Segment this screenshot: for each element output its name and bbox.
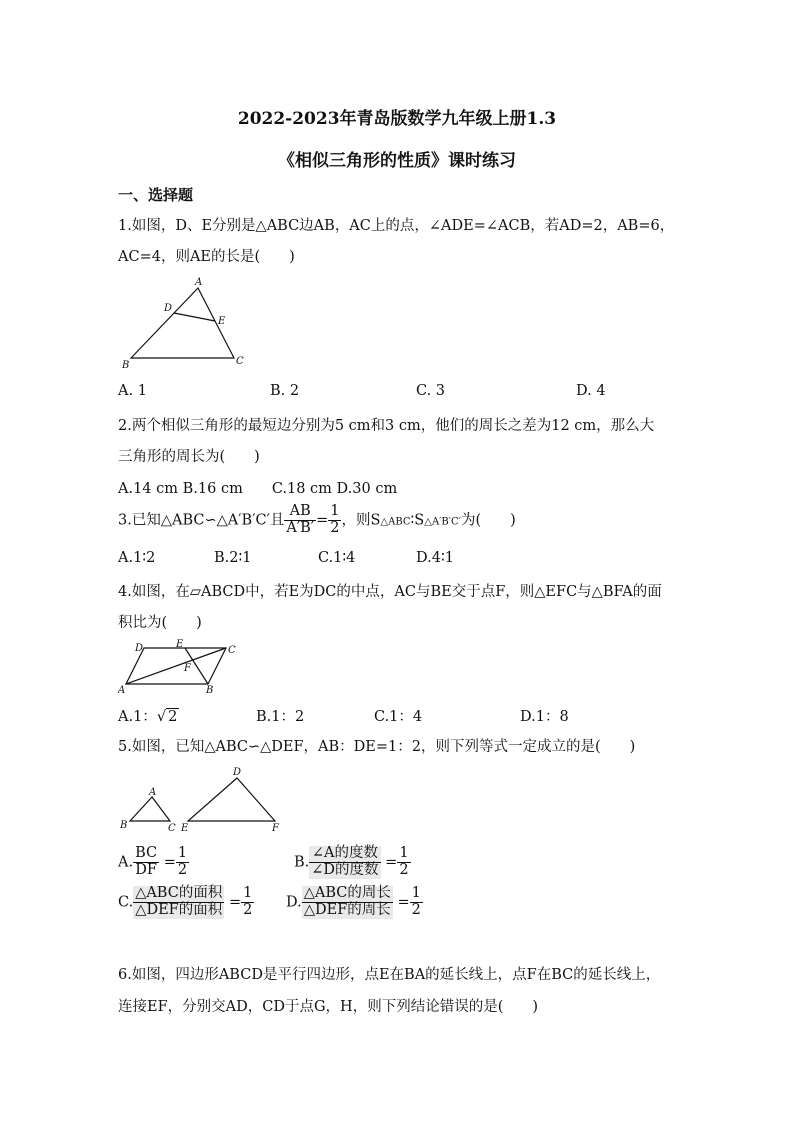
- q2-text-line1: 2.两个相似三角形的最短边分别为5 cm和3 cm，他们的周长之差为12 cm，那么大: [118, 418, 655, 434]
- q3-colon: ∶S: [410, 512, 425, 529]
- q3-suffix: 为( ): [460, 512, 516, 529]
- q5-label-c: C: [168, 823, 176, 834]
- q5-option-a-den: DF: [135, 861, 157, 878]
- q5-label-d: D: [233, 767, 242, 778]
- q5-option-a-rden: 2: [177, 861, 188, 878]
- q5-option-d-rnum: 1: [411, 885, 421, 901]
- q5-option-a-rnum: 1: [177, 845, 188, 861]
- q5-option-d-half: [410, 886, 423, 919]
- q1-text-line1: 1.如图，D、E分别是△ABC边AB，AC上的点，∠ADE=∠ACB，若AD=2，AB=6，: [118, 218, 675, 234]
- q5-option-b-frac: [309, 846, 380, 879]
- q4-text-line1: 4.如图，在▱ABCD中，若E为DC的中点，AC与BE交于点F，则△EFC与△BFA的面: [118, 584, 662, 600]
- q3-mid: ，则S: [341, 512, 381, 529]
- q1-label-e: E: [218, 316, 226, 327]
- q5-option-b: [294, 846, 411, 879]
- document-title: 2022-2023年青岛版数学九年级上册1.3: [237, 109, 557, 129]
- q5-option-a-frac: [133, 846, 159, 879]
- q4-option-d: D.1：8: [520, 709, 569, 725]
- q1-figure: [118, 274, 258, 374]
- q4-text-line2: 积比为( ): [118, 615, 202, 631]
- q3-option-d: D.4∶1: [416, 550, 454, 566]
- q5-option-b-eq: =: [385, 854, 398, 871]
- q5-label-f: F: [272, 823, 279, 834]
- q4-label-c: C: [228, 645, 236, 656]
- q6-text-line1: 6.如图，四边形ABCD是平行四边形，点E在BA的延长线上，点F在BC的延长线上，: [118, 967, 661, 983]
- q5-option-c: [118, 886, 254, 919]
- q5-option-b-half: [397, 846, 410, 879]
- q5-label-a: A: [149, 787, 157, 798]
- q5-option-c-eq: =: [228, 894, 242, 911]
- q5-option-c-frac: [133, 886, 224, 919]
- q5-option-c-rnum: 1: [243, 885, 253, 901]
- q6-text-line2: 连接EF，分别交AD，CD于点G，H，则下列结论错误的是( ): [118, 999, 539, 1015]
- q3-frac2-den: 2: [330, 519, 340, 536]
- q2-text-line2: 三角形的周长为( ): [118, 449, 260, 465]
- q5-option-c-label: C.: [118, 894, 134, 911]
- q5-option-d-num: △ABC的周长: [303, 885, 391, 901]
- q4-option-c: C.1：4: [374, 709, 423, 725]
- q4-label-d: D: [135, 643, 144, 654]
- q5-option-a-label: A.: [118, 854, 134, 871]
- section-title: 一、选择题: [118, 186, 194, 204]
- q3-fraction-half: [328, 504, 341, 537]
- q5-option-d: [286, 886, 423, 919]
- q5-option-c-num: △ABC的面积: [135, 885, 223, 901]
- q5-option-c-den: △DEF的面积: [135, 901, 223, 918]
- q4-label-e: E: [176, 639, 184, 650]
- q5-option-a-num: BC: [135, 845, 158, 861]
- q5-option-a-half: [176, 846, 189, 879]
- document-subtitle: 《相似三角形的性质》课时练习: [278, 151, 516, 171]
- q1-label-a: A: [195, 277, 203, 288]
- q1-text-line2: AC=4，则AE的长是( ): [118, 249, 295, 265]
- q1-option-a: A. 1: [118, 383, 147, 399]
- q4-sqrt-radicand: 2: [168, 709, 178, 725]
- q4-sqrt: √ 2: [156, 709, 178, 725]
- q4-option-a-prefix: A.1：: [118, 709, 157, 725]
- q4-option-b: B.1：2: [256, 709, 305, 725]
- q1-label-d: D: [164, 303, 173, 314]
- q4-figure: [118, 638, 248, 698]
- q3-fraction-ratio: [284, 504, 316, 537]
- q3-option-b: B.2∶1: [214, 550, 252, 566]
- q5-option-b-den: ∠D的度数: [311, 861, 379, 878]
- q3-frac2-num: 1: [330, 503, 340, 519]
- q5-option-d-rden: 2: [411, 901, 421, 918]
- q5-option-b-num: ∠A的度数: [309, 846, 380, 863]
- q5-label-e: E: [181, 823, 189, 834]
- q3-eq: =: [316, 512, 329, 529]
- q3-prefix: 3.已知△ABC∽△A′B′C′且: [118, 512, 285, 529]
- q5-option-d-eq: =: [397, 894, 410, 911]
- q5-option-b-label: B.: [294, 854, 310, 871]
- q5-option-d-frac: [302, 886, 393, 919]
- q1-label-b: B: [122, 360, 130, 371]
- q4-label-b: B: [206, 685, 214, 696]
- q5-option-d-label: D.: [286, 894, 302, 911]
- q5-figure: [118, 764, 288, 836]
- q5-option-a: [118, 846, 189, 879]
- q3-option-a: A.1∶2: [118, 550, 156, 566]
- q1-option-c: C. 3: [416, 383, 446, 399]
- q4-label-f: F: [184, 663, 191, 674]
- q4-label-a: A: [118, 685, 126, 696]
- q5-option-b-rden: 2: [399, 861, 409, 878]
- q5-option-c-rden: 2: [243, 901, 253, 918]
- q3-frac1-den: A′B′: [286, 519, 315, 536]
- q5-label-b: B: [120, 820, 128, 831]
- q3-frac1-num: AB: [284, 504, 316, 521]
- q2-options: A.14 cm B.16 cm C.18 cm D.30 cm: [118, 481, 398, 497]
- q3-sub1: △ABC: [380, 516, 411, 528]
- q4-option-a: [118, 705, 179, 726]
- q3-text: [118, 504, 516, 537]
- q3-sub2: △A′B′C′: [424, 516, 461, 528]
- q5-option-b-rnum: 1: [399, 845, 409, 861]
- q3-option-c: C.1∶4: [318, 550, 356, 566]
- q5-option-d-den: △DEF的周长: [303, 901, 391, 918]
- q1-option-b: B. 2: [270, 383, 300, 399]
- q5-text-line1: 5.如图，已知△ABC∽△DEF，AB：DE=1：2，则下列等式一定成立的是( ): [118, 739, 636, 755]
- q1-label-c: C: [236, 356, 244, 367]
- q1-option-d: D. 4: [576, 383, 606, 399]
- q5-option-a-eq: =: [163, 854, 176, 871]
- q5-option-c-half: [241, 886, 254, 919]
